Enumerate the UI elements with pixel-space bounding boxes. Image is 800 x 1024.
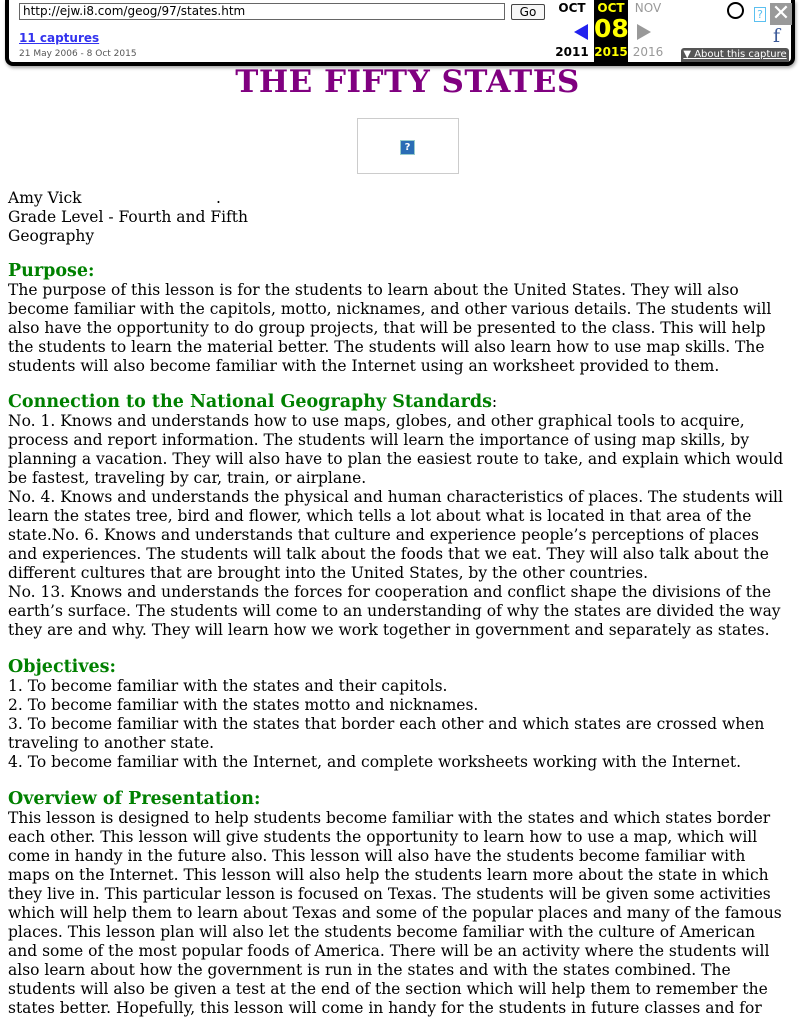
paragraph-line: state.No. 6. Knows and understands that culture and experience people’s perceptions of places bbox=[8, 526, 759, 544]
paragraph-line: be fastest, traveling by car, train, or airplane. bbox=[8, 469, 367, 487]
paragraph-line: which will help them to learn about Texas and some of the popular places and many of the famous bbox=[8, 904, 782, 922]
paragraph-line: No. 1. Knows and understands how to use maps, globes, and other graphical tools to acquire, bbox=[8, 412, 745, 430]
previous-capture[interactable] bbox=[555, 0, 589, 62]
paragraph-line: and experiences. The students will talk about the foods that we eat. They will also talk about the bbox=[8, 545, 769, 563]
paragraph-line: the students to learn the material better. The students will also learn how to use map skills. The bbox=[8, 338, 765, 356]
current-year: 2015 bbox=[594, 45, 628, 59]
paragraph-line: also have the opportunity to do group projects, that will be presented to the class. This will help bbox=[8, 319, 766, 337]
paragraph-line: and some of the most popular foods of America. There will be an activity where the students will bbox=[8, 942, 770, 960]
subject: Geography bbox=[8, 227, 95, 245]
paragraph-line: become familiar with the capitols, motto, nicknames, and other various details. The students will bbox=[8, 300, 772, 318]
paragraph-line: different cultures that are brought into the United States, by the other countries. bbox=[8, 564, 649, 582]
paragraph-line: maps on the Internet. This lesson will also help the students learn more about the state in which bbox=[8, 866, 769, 884]
paragraph-line: they live in. This particular lesson is focused on Texas. The students will be given some activities bbox=[8, 885, 771, 903]
loading-circle-icon bbox=[727, 2, 744, 19]
grade-level: Grade Level - Fourth and Fifth bbox=[8, 208, 249, 226]
author-name: Amy Vick bbox=[8, 189, 82, 207]
next-capture bbox=[631, 0, 665, 62]
paragraph-line: No. 4. Knows and understands the physical and human characteristics of places. The students will bbox=[8, 488, 783, 506]
broken-image-icon: ? bbox=[400, 140, 415, 155]
broken-image bbox=[357, 118, 459, 174]
current-month: OCT bbox=[597, 1, 625, 15]
paragraph-line: also learn about how the government is run in the states and with the states combined. The bbox=[8, 961, 731, 979]
overview-heading: Overview of Presentation: bbox=[8, 789, 261, 809]
paragraph-line: planning a vacation. They will also have to plan the easiest route to take, and explain which would bbox=[8, 450, 784, 468]
next-year: 2016 bbox=[632, 45, 664, 59]
page-title: THE FIFTY STATES bbox=[235, 64, 580, 100]
prev-arrow-icon[interactable] bbox=[574, 24, 588, 40]
captures-link[interactable]: 11 captures bbox=[19, 31, 100, 45]
current-capture bbox=[594, 0, 628, 62]
paragraph-line: learn the states tree, bird and flower, which tells a lot about what is located in that area of the bbox=[8, 507, 752, 525]
paragraph-line: places. This lesson plan will also let the students become familiar with the culture of American bbox=[8, 923, 756, 941]
facebook-icon[interactable]: f bbox=[773, 25, 781, 47]
current-day: 08 bbox=[594, 14, 629, 43]
prev-year[interactable]: 2011 bbox=[555, 45, 589, 59]
paragraph-line: process and report information. The students will learn the importance of using map skills, by bbox=[8, 431, 750, 449]
objective-item: 3. To become familiar with the states that border each other and which states are crossed when bbox=[8, 715, 765, 733]
close-icon[interactable]: ✕ bbox=[771, 1, 791, 26]
objective-item: 1. To become familiar with the states and their capitols. bbox=[8, 677, 448, 695]
go-button[interactable]: Go bbox=[511, 4, 545, 20]
paragraph-line: earth’s surface. The students will come to an understanding of why the states are divided the way bbox=[8, 602, 781, 620]
objective-item: 2. To become familiar with the states motto and nicknames. bbox=[8, 696, 479, 714]
paragraph-line: each other. This lesson will give students the opportunity to learn how to use a map, which will bbox=[8, 828, 758, 846]
paragraph-line: they are and why. They will learn how we work together in government and separately as states. bbox=[8, 621, 770, 639]
capture-date-range: 21 May 2006 - 8 Oct 2015 bbox=[19, 49, 137, 59]
standards-heading: Connection to the National Geography Standards bbox=[8, 392, 492, 412]
paragraph-line: students will also become familiar with the Internet using an worksheet provided to them. bbox=[8, 357, 720, 375]
author-line bbox=[8, 189, 800, 208]
paragraph-line: This lesson is designed to help students become familiar with the states and which states border bbox=[8, 809, 771, 827]
paragraph-line: states better. Hopefully, this lesson will come in handy for the students in future classes and for bbox=[8, 999, 762, 1017]
standards-heading-line bbox=[8, 392, 800, 412]
next-month: NOV bbox=[634, 1, 662, 15]
about-capture-button[interactable]: ▼ About this capture bbox=[681, 48, 789, 62]
next-arrow-icon bbox=[637, 24, 651, 40]
objective-item: 4. To become familiar with the Internet, and complete worksheets working with the Internet. bbox=[8, 753, 742, 771]
paragraph-line: The purpose of this lesson is for the students to learn about the United States. They will also bbox=[8, 281, 739, 299]
url-input[interactable]: http://ejw.i8.com/geog/97/states.htm bbox=[19, 3, 505, 20]
standards-colon: : bbox=[491, 393, 498, 411]
paragraph-line: No. 13. Knows and understands the forces for cooperation and conflict shape the divisions of the bbox=[8, 583, 772, 601]
author-dot: . bbox=[216, 189, 221, 207]
objectives-heading: Objectives: bbox=[8, 657, 116, 677]
wayback-toolbar bbox=[5, 0, 795, 66]
paragraph-line: come in handy in the future also. This lesson will also have the students become familiar with bbox=[8, 847, 746, 865]
lesson-content bbox=[8, 189, 800, 1018]
help-icon[interactable]: ? bbox=[754, 7, 766, 22]
paragraph-line: students will also be given a test at the end of the section which will help them to remember the bbox=[8, 980, 768, 998]
objective-item: traveling to another state. bbox=[8, 734, 215, 752]
prev-month: OCT bbox=[558, 1, 586, 15]
purpose-heading: Purpose: bbox=[8, 261, 95, 281]
